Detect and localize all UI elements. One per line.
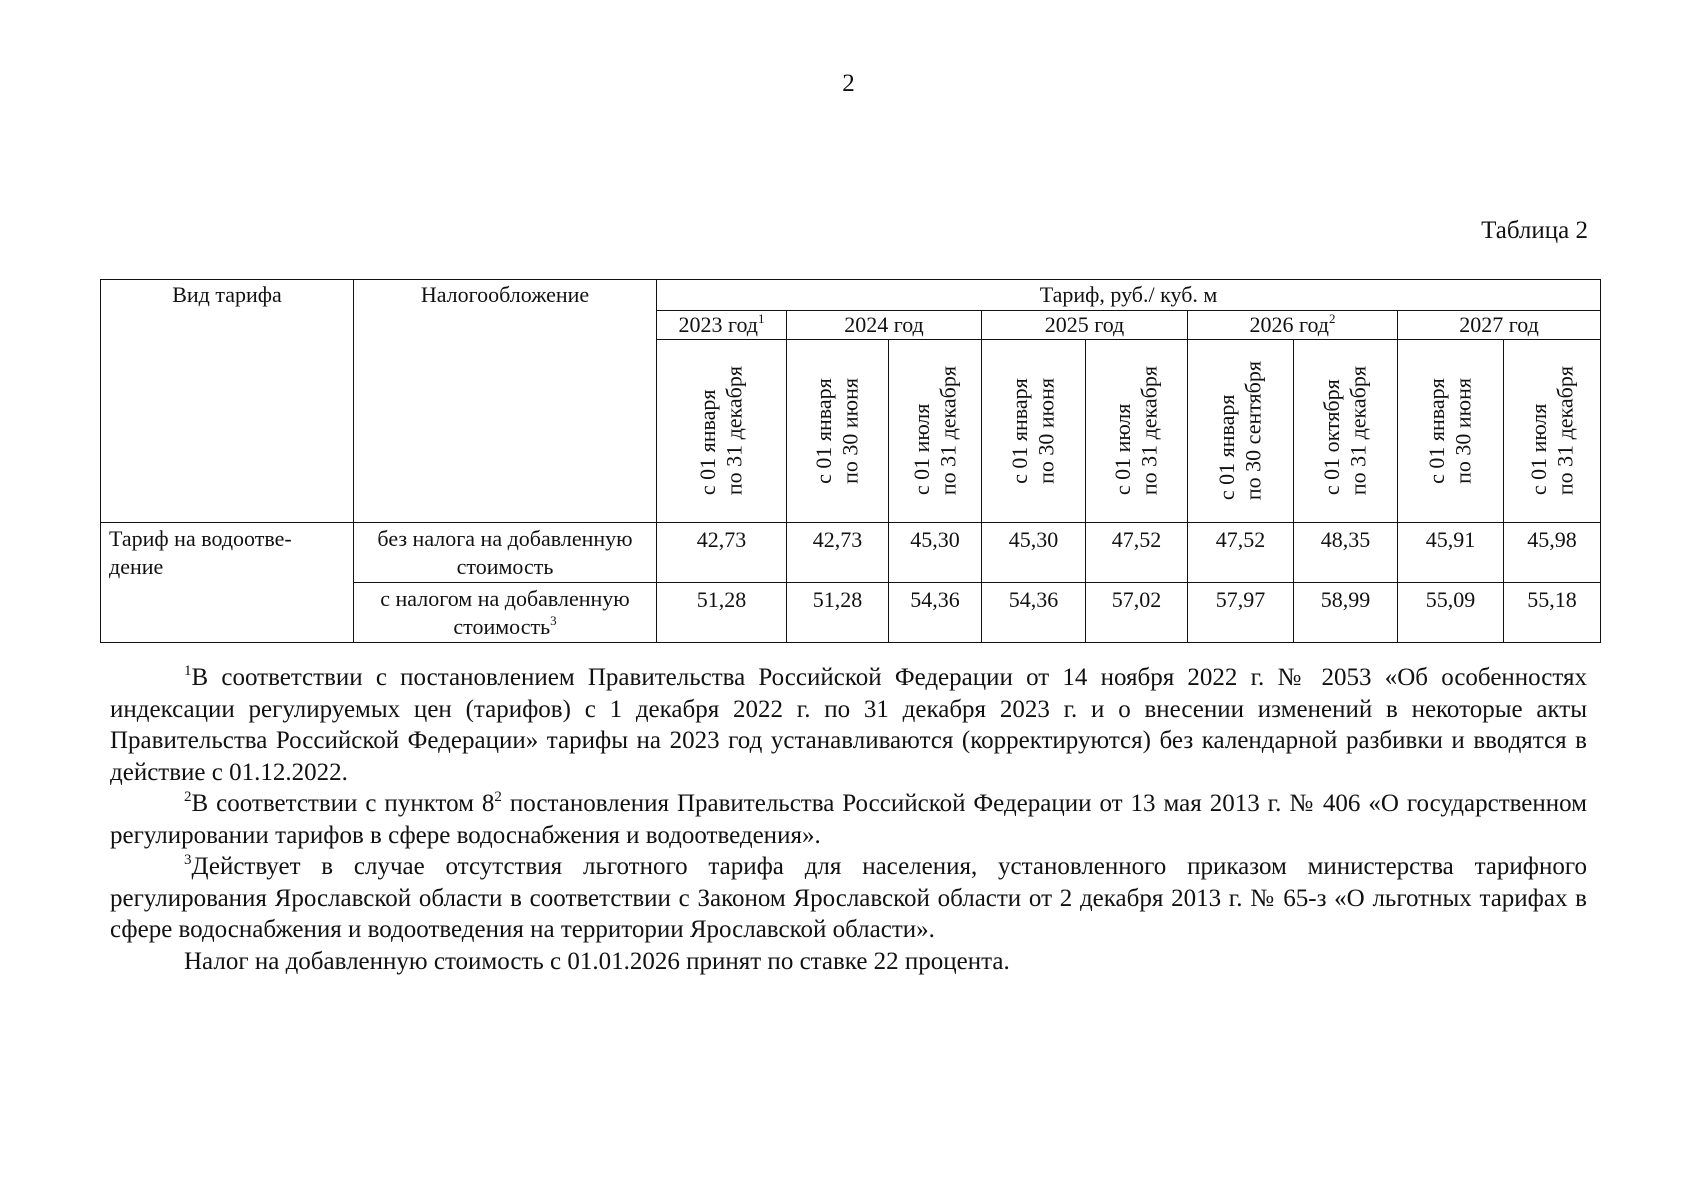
- year-header: 2026 год$^2$: [1188, 311, 1398, 340]
- tariff-value: 57,97: [1188, 583, 1294, 643]
- tariff-value: 54,36: [889, 583, 982, 643]
- period-header: с 01 июля по 31 декабря: [1086, 340, 1188, 523]
- footnote-2: $^2$В соответствии с пунктом $8^2$ постановления Правительства Российской Федерации от 13 мая 2013 г. № 406 «О государственном регулировании тарифов в сфере водоснабжения и водоотведения».: [110, 789, 1587, 849]
- period-header: с 01 января по 30 июня: [787, 340, 889, 523]
- tariff-value: 47,52: [1086, 523, 1188, 583]
- tariff-value: 48,35: [1294, 523, 1398, 583]
- period-header: с 01 июля по 31 декабря: [889, 340, 982, 523]
- tariff-value: 54,36: [982, 583, 1086, 643]
- tariff-value: 45,30: [889, 523, 982, 583]
- tariff-value: 45,30: [982, 523, 1086, 583]
- tariff-value: 51,28: [787, 583, 889, 643]
- tariff-value: 47,52: [1188, 523, 1294, 583]
- period-header: с 01 января по 30 июня: [1398, 340, 1504, 523]
- tariff-value: 58,99: [1294, 583, 1398, 643]
- tariff-value: 55,18: [1504, 583, 1601, 643]
- table-row: [101, 523, 1601, 583]
- vat-note: Налог на добавленную стоимость с 01.01.2026 принят по ставке 22 процента.: [184, 947, 1010, 975]
- taxation-cell: без налога на добавленную стоимость: [354, 523, 657, 583]
- tariff-value: 51,28: [657, 583, 787, 643]
- tariff-value: 45,98: [1504, 523, 1601, 583]
- tariff-value: 55,09: [1398, 583, 1504, 643]
- tariff-value: 45,91: [1398, 523, 1504, 583]
- footnotes: [110, 662, 1587, 977]
- period-header: с 01 октября по 31 декабря: [1294, 340, 1398, 523]
- year-header: 2024 год: [787, 311, 982, 340]
- period-header: с 01 июля по 31 декабря: [1504, 340, 1601, 523]
- period-header: с 01 января по 30 сентября: [1188, 340, 1294, 523]
- tariff-value: 42,73: [657, 523, 787, 583]
- header-tariff-unit: Тариф, руб./ куб. м: [657, 280, 1601, 311]
- tariff-value: 42,73: [787, 523, 889, 583]
- tariff-table: [100, 279, 1601, 643]
- footnote-1: $^1$В соответствии с постановлением Правительства Российской Федерации от 14 ноября 2022 г. № 2053 «Об особенностях индексации регулируемых цен (тарифов) с 1 декабря 2022 г. по 31 декабря 2023 г. и о внесении изменений в некоторые акты Правительства Российской Федерации» тарифы на 2023 год устанавливаются (корректируются) без календарной разбивки и вводятся в действие с 01.12.2022.: [110, 663, 1587, 786]
- period-header: с 01 января по 30 июня: [982, 340, 1086, 523]
- year-header: 2025 год: [982, 311, 1188, 340]
- header-taxation: Налогообложение: [354, 280, 657, 523]
- year-header: 2023 год$^1$: [657, 311, 787, 340]
- tariff-type-cell: Тариф на водоотве-дение: [101, 523, 354, 643]
- footnote-3: $^3$Действует в случае отсутствия льготного тарифа для населения, установленного приказом министерства тарифного регулирования Ярославской области в соответствии с Законом Ярославской области от 2 декабря 2013 г. № 65-з «О льготных тарифах в сфере водоснабжения и водоотведения на территории Ярославской области».: [110, 852, 1587, 943]
- period-header: с 01 января по 31 декабря: [657, 340, 787, 523]
- year-header: 2027 год: [1398, 311, 1601, 340]
- table-caption: Таблица 2: [1481, 217, 1588, 244]
- header-tariff-type: Вид тарифа: [101, 280, 354, 523]
- taxation-cell: с налогом на добавленную стоимость$^3$: [354, 583, 657, 643]
- tariff-value: 57,02: [1086, 583, 1188, 643]
- page-number: 2: [842, 70, 855, 97]
